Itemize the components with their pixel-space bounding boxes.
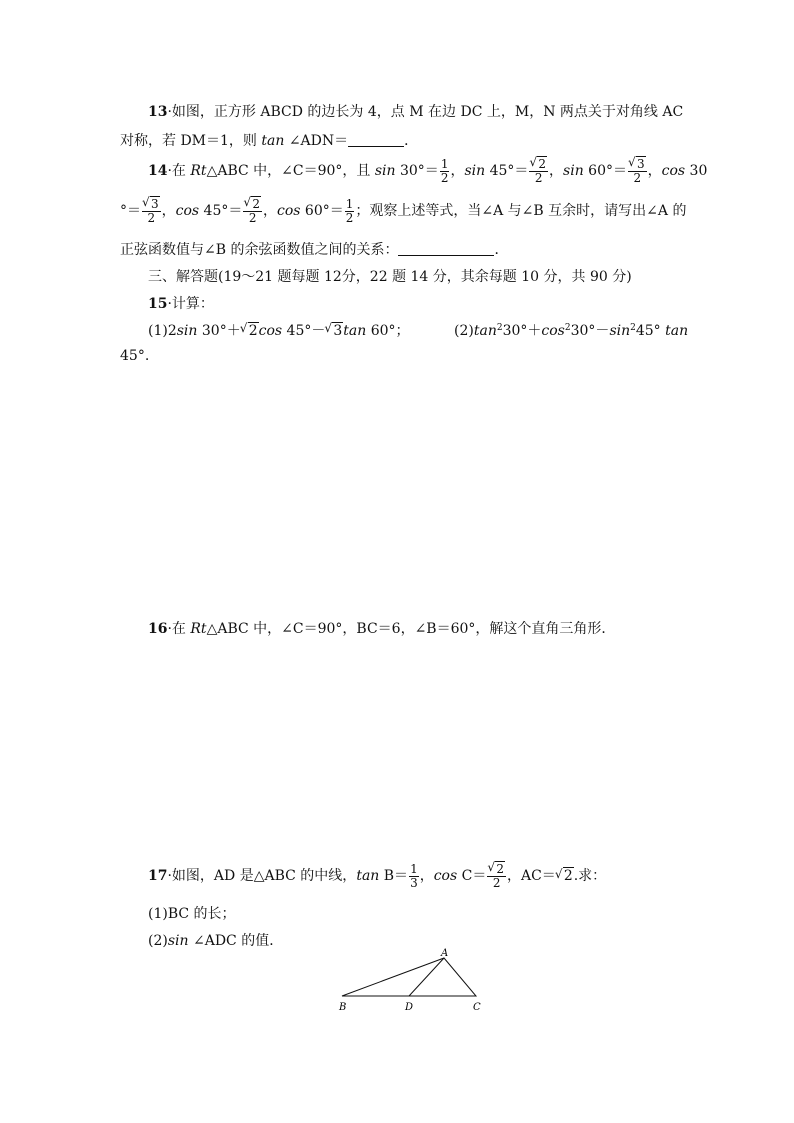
median-ad [409, 958, 444, 996]
q15-title: 15·计算： [148, 296, 214, 312]
q14-line1: 14·在 Rt△ABC 中，∠C＝90°，且 sin 30°＝ $\frac{1}{2}$ ，sin 45°＝ √ $\frac{2}{2}$ ，sin 60°＝ √ $\frac{3}{2}$ ，cos 30 [148, 153, 707, 189]
q17-line1: 17·如图，AD 是△ABC 的中线，tan B＝ $\frac{1}{3}$ ，cos C＝ √ $\frac{2}{2}$ ，AC＝√ 2.求： [148, 858, 606, 894]
label-a: A [441, 948, 449, 959]
fraction-root2-over-2: √ $\frac{2}{2}$ [243, 198, 262, 225]
triangle-figure [330, 948, 500, 1018]
q15-part1: (1)2sin 30°＋√ 2cos 45°－√ 3tan 60°； [148, 320, 410, 340]
q15-part2: $(2)\tan^230^\circ+\cos^230^\circ-\sin^245^\circ$ tan [454, 323, 689, 339]
fraction-root2-over-2: √ $\frac{2}{2}$ [529, 158, 548, 185]
q17-number: 17 [148, 868, 168, 884]
q14-line3: 正弦函数值与∠B 的余弦函数值之间的关系： ． [120, 242, 509, 258]
section-heading: 三、解答题(19～21 题每题 12分，22 题 14 分，其余每题 10 分，共 90 分) [148, 269, 632, 285]
q16-number: 16 [148, 621, 168, 637]
q13-number: 13 [148, 104, 168, 120]
q14-answer-blank[interactable] [398, 241, 494, 256]
label-d: D [405, 1002, 414, 1013]
fraction-root3-over-2: √ $\frac{3}{2}$ [628, 158, 647, 185]
q15-number: 15 [148, 296, 168, 312]
fraction-root3-over-2: √ $\frac{3}{2}$ [142, 198, 161, 225]
q17-sub2: (2)sin ∠ADC 的值． [148, 933, 284, 949]
label-c: C [473, 1002, 481, 1013]
fraction-one-third: $\frac{1}{3}$ [410, 861, 418, 890]
q14-number: 14 [148, 163, 168, 179]
q17-sub1: (1)BC 的长； [148, 906, 236, 922]
q13-line2: 对称，若 DM＝1，则 tan ∠ADN＝ ． [120, 133, 419, 149]
label-b: B [339, 1002, 347, 1013]
q16-line: 16·在 Rt△ABC 中，∠C＝90°，BC＝6，∠B＝60°，解这个直角三角形． [148, 621, 616, 637]
q13-line1: 13·如图，正方形 ABCD 的边长为 4，点 M 在边 DC 上，M，N 两点关于对角线 AC [148, 104, 684, 120]
q13-answer-blank[interactable] [348, 132, 404, 147]
q15-part2-continued: 45°. [120, 348, 150, 364]
q14-line2: °＝ √ $\frac{3}{2}$ ，cos 45°＝ √ $\frac{2}{2}$ ，cos 60°＝ $\frac{1}{2}$ ；观察上述等式，当∠A 与∠B 互余时，请写出∠A 的 [120, 193, 686, 229]
fraction-root2-over-2: √ $\frac{2}{2}$ [487, 863, 506, 890]
fraction-one-half: $\frac{1}{2}$ [440, 156, 449, 185]
triangle-abc [342, 958, 476, 996]
fraction-one-half: $\frac{1}{2}$ [345, 196, 354, 225]
